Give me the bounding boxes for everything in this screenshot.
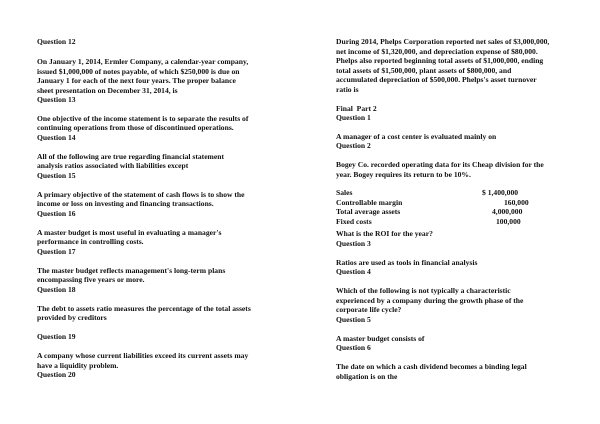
text-line: Bogey Co. recorded operating data for its Cheap division for the: [336, 160, 544, 169]
text-line: Which of the following is not typically a characteristic: [336, 286, 511, 295]
text-line: provided by creditors: [37, 313, 107, 322]
text-line: A master budget consists of: [336, 334, 425, 343]
text-line: encompassing five years or more.: [37, 275, 145, 284]
text-line: accumulated depreciation of $500,000. Phelps's asset turnover: [336, 75, 537, 84]
text-line: What is the ROI for the year?: [336, 229, 433, 238]
text-line: All of the following are true regarding financial statement: [37, 152, 225, 161]
text-line: A company whose current liabilities exceed its current assets may: [37, 351, 249, 360]
text-line: A manager of a cost center is evaluated mainly on: [336, 132, 497, 141]
text-line: continuing operations from those of discontinued operations.: [37, 123, 234, 132]
text-line: The debt to assets ratio measures the percentage of the total assets: [37, 304, 251, 313]
text-line: sheet presentation on December 31, 2014, is: [37, 86, 178, 95]
question-label: Question 19: [37, 332, 76, 341]
question-label: Question 20: [37, 370, 76, 379]
text-line: experienced by a company during the growth phase of the: [336, 296, 524, 305]
question-label: Question 17: [37, 247, 76, 256]
text-line: year. Bogey requires its return to be 10%.: [336, 170, 471, 179]
text-line: obligation is on the: [336, 372, 398, 381]
question-label: Question 5: [336, 315, 371, 324]
question-label: Question 2: [336, 141, 371, 150]
text-line: corporate life cycle?: [336, 305, 402, 314]
text-line: The date on which a cash dividend becomes a binding legal: [336, 362, 527, 371]
question-label: Question 4: [336, 267, 371, 276]
text-line: A primary objective of the statement of cash flows is to show the: [37, 190, 245, 199]
table-row-label: Fixed costs: [336, 217, 372, 226]
text-line: income or loss on investing and financing transactions.: [37, 199, 214, 208]
text-line: ratio is: [336, 85, 359, 94]
table-row-value: 100,000: [496, 217, 521, 226]
question-label: Question 3: [336, 239, 371, 248]
text-line: net income of $1,320,000, and depreciation expense of $80,000.: [336, 47, 538, 56]
question-label: Question 15: [37, 171, 76, 180]
table-row-label: Controllable margin: [336, 198, 403, 207]
text-line: Phelps also reported beginning total assets of $1,000,000, ending: [336, 56, 544, 65]
table-row-label: Sales: [336, 188, 353, 197]
question-label: Question 18: [37, 285, 76, 294]
text-line: The master budget reflects management's long-term plans: [37, 266, 226, 275]
question-label: Question 6: [336, 343, 371, 352]
table-row-label: Total average assets: [336, 207, 401, 216]
text-line: total assets of $1,500,000, plant assets of $800,000, and: [336, 66, 512, 75]
text-line: performance in controlling costs.: [37, 237, 144, 246]
table-row-value: 160,000: [504, 198, 529, 207]
text-line: Ratios are used as tools in financial analysis: [336, 258, 478, 267]
text-line: analysis ratios associated with liabilities except: [37, 161, 189, 170]
text-line: issued $1,000,000 of notes payable, of which $250,000 is due on: [37, 67, 240, 76]
text-line: A master budget is most useful in evaluating a manager's: [37, 228, 222, 237]
question-label: Question 13: [37, 95, 76, 104]
table-row-value: $ 1,400,000: [482, 188, 519, 197]
text-line: Final Part 2: [336, 104, 377, 113]
table-row-value: 4,000,000: [492, 207, 523, 216]
text-line: On January 1, 2014, Ermler Company, a calendar-year company,: [37, 57, 249, 66]
question-label: Question 14: [37, 133, 76, 142]
question-label: Question 1: [336, 113, 371, 122]
text-line: have a liquidity problem.: [37, 361, 119, 370]
question-label: Question 16: [37, 209, 76, 218]
text-line: One objective of the income statement is to separate the results of: [37, 114, 249, 123]
text-line: January 1 for each of the next four years. The proper balance: [37, 76, 236, 85]
text-line: During 2014, Phelps Corporation reported net sales of $3,000,000,: [336, 37, 550, 46]
question-label: Question 12: [37, 37, 76, 46]
